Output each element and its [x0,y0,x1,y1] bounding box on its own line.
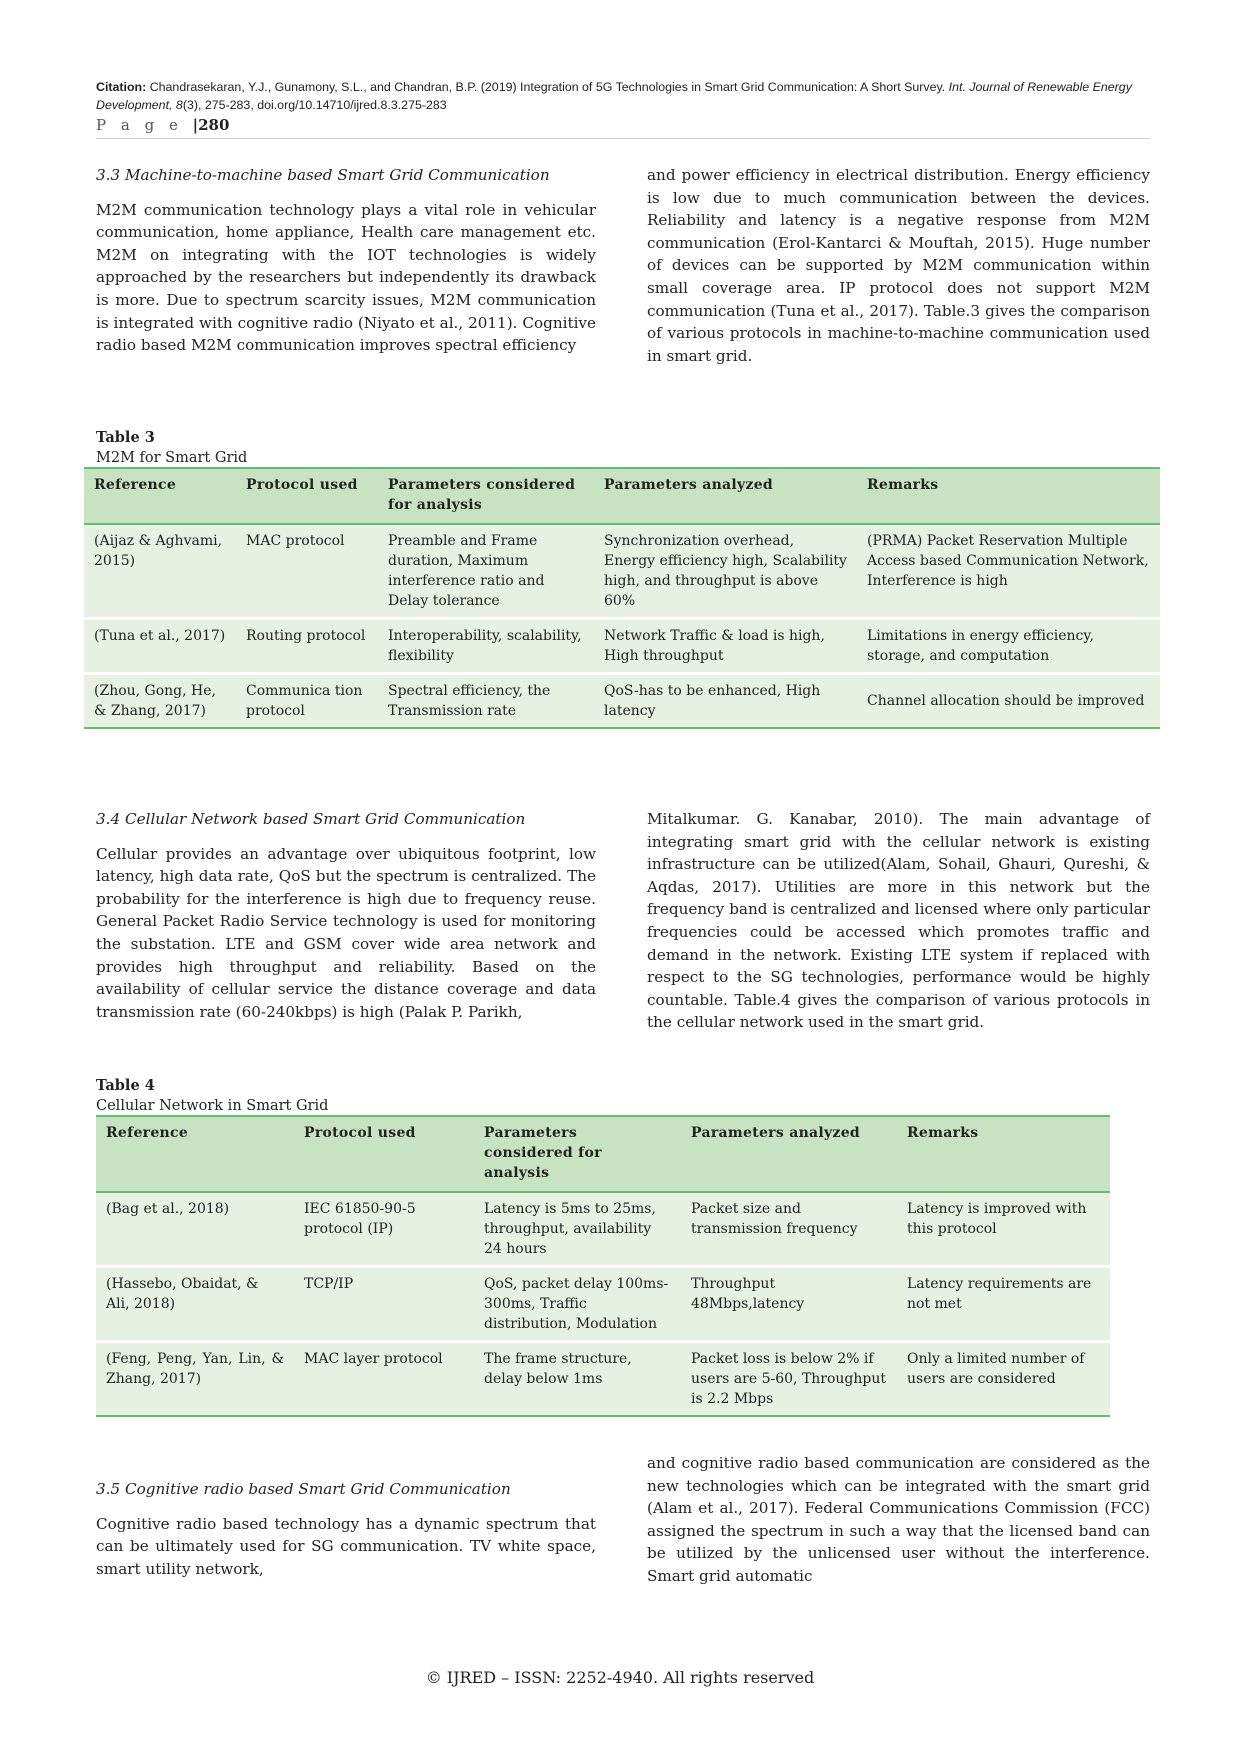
table-row [84,619,1160,674]
journal-volume: 8 [175,98,183,112]
table-cell: Throughput 48Mbps,latency [681,1267,897,1342]
table-cell: (Feng, Peng, Yan, Lin, & Zhang, 2017) [96,1342,294,1417]
table-cell: (Tuna et al., 2017) [84,619,236,674]
table-4 [96,1115,1110,1417]
table-4-caption [96,1076,328,1116]
table-cell: (Hassebo, Obaidat, & Ali, 2018) [96,1267,294,1342]
table-3-title: M2M for Smart Grid [96,450,248,466]
table-3-header-reference: Reference [84,468,236,524]
table-cell: Latency is improved with this protocol [897,1192,1110,1267]
table-4-header-protocol: Protocol used [294,1116,474,1192]
section-3-3-right-column [647,164,1150,367]
table-cell: Latency requirements are not met [897,1267,1110,1342]
table-cell: Limitations in energy efficiency, storage, and computation [857,619,1160,674]
section-3-5-left-column [96,1478,596,1580]
header-divider [96,138,1150,139]
table-cell: (Aijaz & Aghvami, 2015) [84,524,236,619]
table-3 [84,467,1160,729]
copyright-footer: © IJRED – ISSN: 2252-4940. All rights reserved [425,1668,815,1687]
table-cell: Preamble and Frame duration, Maximum interference ratio and Delay tolerance [378,524,594,619]
journal-name: Int. Journal of Renewable Energy Development, [96,80,1132,112]
section-3-4-right-column [647,808,1150,1034]
table-cell: The frame structure, delay below 1ms [474,1342,681,1417]
table-row [96,1267,1110,1342]
section-3-4-heading: 3.4 Cellular Network based Smart Grid Communication [96,810,526,828]
table-3-header-remarks: Remarks [857,468,1160,524]
table-cell: Packet size and transmission frequency [681,1192,897,1267]
table-cell: Channel allocation should be improved [857,674,1160,729]
table-cell: (Bag et al., 2018) [96,1192,294,1267]
page-number: |280 [192,116,230,134]
table-cell: IEC 61850-90-5 protocol (IP) [294,1192,474,1267]
table-cell: Network Traffic & load is high, High throughput [594,619,857,674]
section-3-4-paragraph-right: Mitalkumar. G. Kanabar, 2010). The main advantage of integrating smart grid with the cellular network is existing infrastructure can be utilized(Alam, Sohail, Ghauri, Qureshi, & Aqdas, 2017). Utilities are more in this network but the frequency band is centralized and licensed where only particular frequencies could be accessed which promotes traffic and demand in the network. Existing LTE system if replaced with respect to the SG technologies, performance would be highly countable. Table.4 gives the comparison of various protocols in the cellular network used in the smart grid. [647,810,1150,1032]
journal-issue-pages: (3), 275-283, doi.org/10.14710/ijred.8.3.275-283 [182,98,447,112]
table-cell: Communica tion protocol [236,674,378,729]
section-3-5-paragraph-right: and cognitive radio based communication are considered as the new technologies which can be integrated with the smart grid (Alam et al., 2017). Federal Communications Commission (FCC) assigned the spectrum in such a way that the licensed band can be utilized by the unlicensed user without the interference. Smart grid automatic [647,1454,1150,1585]
section-3-3-paragraph-left: M2M communication technology plays a vital role in vehicular communication, home appliance, Health care management etc. M2M on integrating with the IOT technologies is widely approached by the researchers but independently its drawback is more. Due to spectrum scarcity issues, M2M communication is integrated with cognitive radio (Niyato et al., 2011). Cognitive radio based M2M communication improves spectral efficiency [96,200,596,355]
table-3-header-params-analyzed: Parameters analyzed [594,468,857,524]
table-3-header-row [84,468,1160,524]
section-3-3-heading: 3.3 Machine-to-machine based Smart Grid Communication [96,166,550,184]
table-4-header-reference: Reference [96,1116,294,1192]
table-row [84,524,1160,619]
table-cell: Routing protocol [236,619,378,674]
table-cell: (Zhou, Gong, He, & Zhang, 2017) [84,674,236,729]
section-3-3-paragraph-right: and power efficiency in electrical distribution. Energy efficiency is low due to much communication between the devices. Reliability and latency is a negative response from M2M communication (Erol-Kantarci & Mouftah, 2015). Huge number of devices can be supported by M2M communication within small coverage area. IP protocol does not support M2M communication (Tuna et al., 2017). Table.3 gives the comparison of various protocols in machine-to-machine communication used in smart grid. [647,166,1150,365]
citation-header [96,78,1150,114]
table-cell: Only a limited number of users are considered [897,1342,1110,1417]
citation-label: Citation: [96,80,147,94]
page-label: P a g e [96,116,183,134]
table-row [96,1192,1110,1267]
table-3-label: Table 3 [96,429,155,446]
section-3-4-paragraph-left: Cellular provides an advantage over ubiquitous footprint, low latency, high data rate, QoS but the spectrum is centralized. The probability for the interference is high due to frequency reuse. General Packet Radio Service technology is used for monitoring the substation. LTE and GSM cover wide area network and provides high throughput and reliability. Based on the availability of cellular service the distance coverage and data transmission rate (60-240kbps) is high (Palak P. Parikh, [96,844,596,1021]
table-row [96,1342,1110,1417]
table-cell: TCP/IP [294,1267,474,1342]
section-3-5-paragraph-left: Cognitive radio based technology has a dynamic spectrum that can be ultimately used for SG communication. TV white space, smart utility network, [96,1514,596,1578]
table-cell: Synchronization overhead, Energy efficiency high, Scalability high, and throughput is above 60% [594,524,857,619]
table-4-header-remarks: Remarks [897,1116,1110,1192]
table-cell: Interoperability, scalability, flexibility [378,619,594,674]
table-4-title: Cellular Network in Smart Grid [96,1098,329,1114]
table-4-header-row [96,1116,1110,1192]
section-3-4-left-column [96,808,596,1023]
table-cell: QoS, packet delay 100ms-300ms, Traffic distribution, Modulation [474,1267,681,1342]
table-4-header-params-considered: Parameters considered for analysis [474,1116,681,1192]
table-4-header-params-analyzed: Parameters analyzed [681,1116,897,1192]
section-3-3-left-column [96,164,596,357]
table-cell: MAC layer protocol [294,1342,474,1417]
table-cell: Latency is 5ms to 25ms, throughput, availability 24 hours [474,1192,681,1267]
citation-text: Chandrasekaran, Y.J., Gunamony, S.L., and Chandran, B.P. (2019) Integration of 5G Technologies in Smart Grid Communication: A Short Survey. [149,80,946,94]
table-cell: Spectral efficiency, the Transmission rate [378,674,594,729]
table-3-caption [96,428,247,468]
page-indicator [96,116,229,134]
table-3-header-params-considered: Parameters considered for analysis [378,468,594,524]
table-cell: MAC protocol [236,524,378,619]
section-3-5-right-column [647,1452,1150,1588]
table-row [84,674,1160,729]
table-3-header-protocol: Protocol used [236,468,378,524]
table-cell: (PRMA) Packet Reservation Multiple Access based Communication Network, Interference is high [857,524,1160,619]
table-4-label: Table 4 [96,1077,155,1094]
table-cell: QoS-has to be enhanced, High latency [594,674,857,729]
table-cell: Packet loss is below 2% if users are 5-60, Throughput is 2.2 Mbps [681,1342,897,1417]
section-3-5-heading: 3.5 Cognitive radio based Smart Grid Communication [96,1480,511,1498]
